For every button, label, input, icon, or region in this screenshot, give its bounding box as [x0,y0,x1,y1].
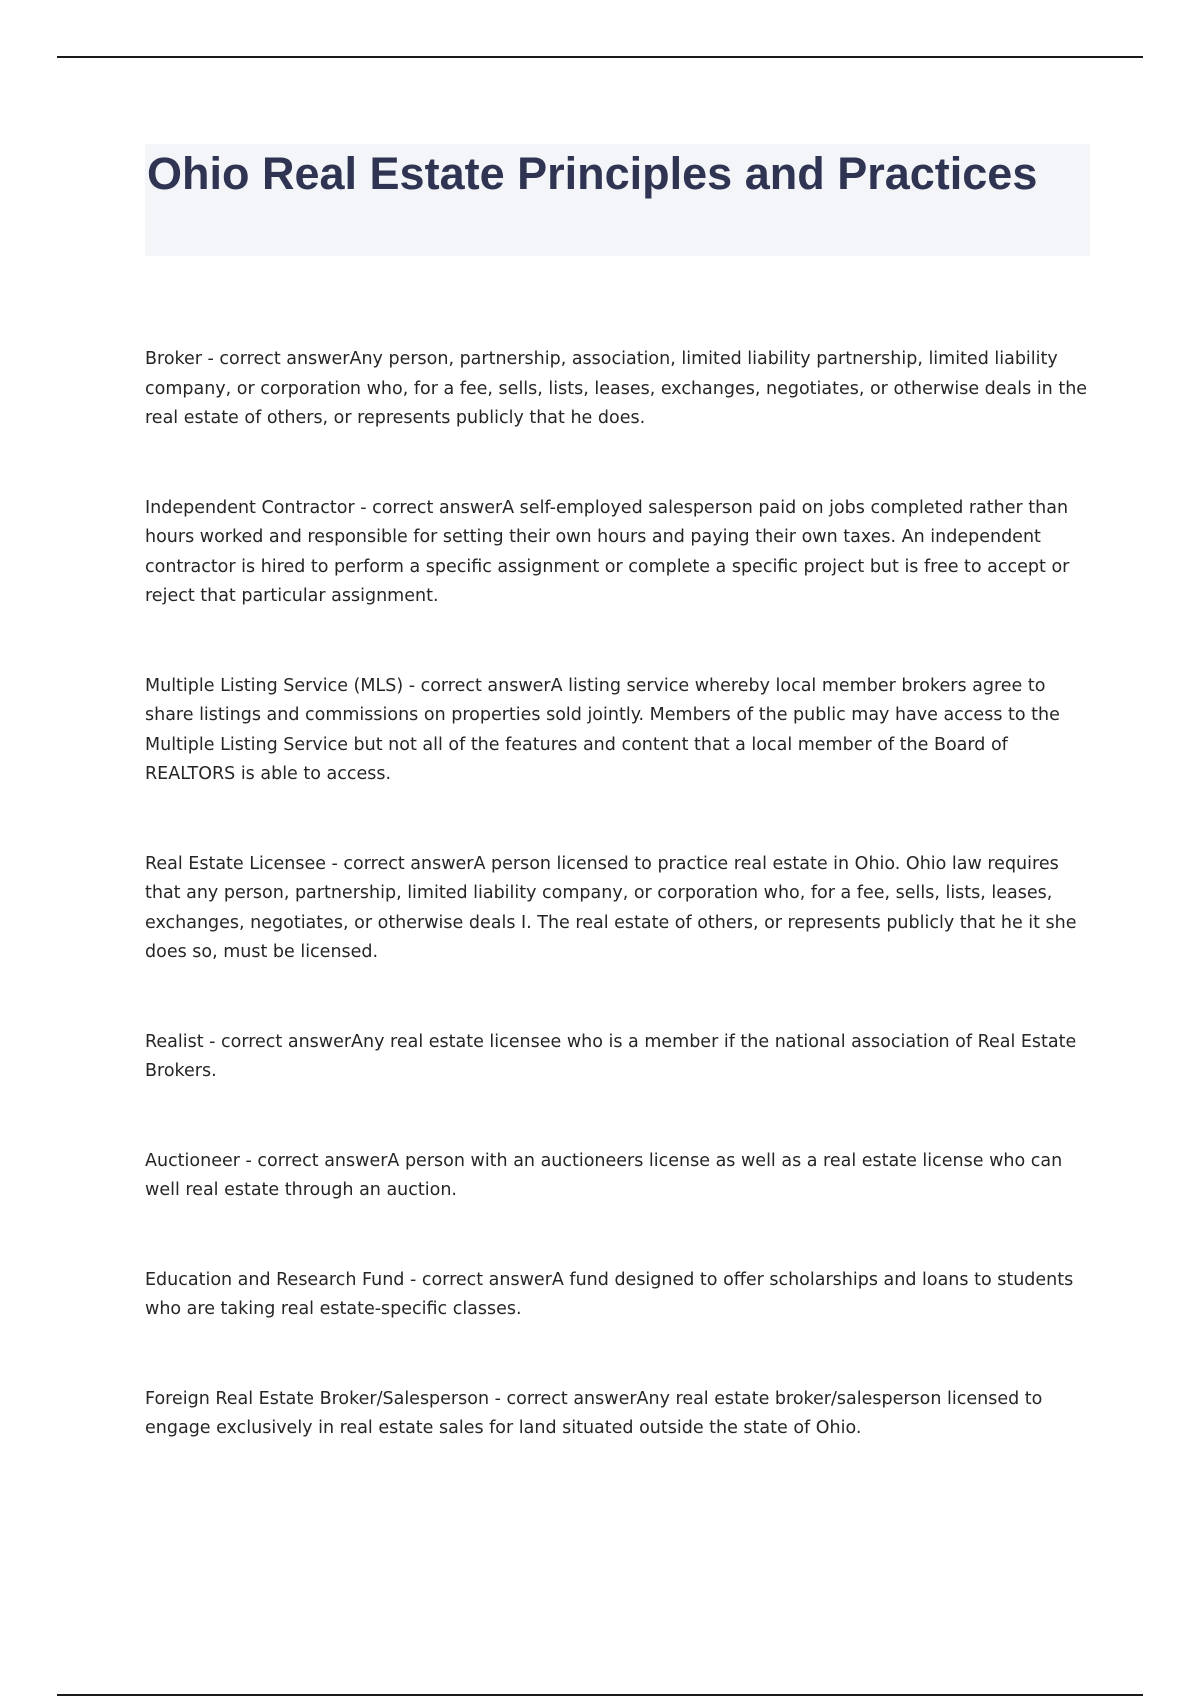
title-banner [145,144,1090,256]
header-rule [57,56,1143,58]
definition-entry: Education and Research Fund - correct answerA fund designed to offer scholarships and loans to students who are taking real estate-specific classes. [145,1269,1074,1319]
definition-list [145,345,1090,1444]
definition-entry: Independent Contractor - correct answerA self-employed salesperson paid on jobs completed rather than hours worked and responsible for setting their own hours and paying their own taxes. An independent contractor is hired to perform a specific assignment or complete a specific project but is free to accept or reject that particular assignment. [145,497,1070,606]
definition-entry: Realist - correct answerAny real estate licensee who is a member if the national association of Real Estate Brokers. [145,1031,1077,1081]
definition-entry: Broker - correct answerAny person, partnership, association, limited liability partnership, limited liability company, or corporation who, for a fee, sells, lists, leases, exchanges, negotiates, or otherwise deals in the real estate of others, or represents publicly that he does. [145,349,1088,428]
definition-entry: Multiple Listing Service (MLS) - correct answerA listing service whereby local member brokers agree to share listings and commissions on properties sold jointly. Members of the public may have access to the Multiple Listing Service but not all of the features and content that a local member of the Board of REALTORS is able to access. [145,675,1060,784]
definition-entry: Real Estate Licensee - correct answerA person licensed to practice real estate in Ohio. Ohio law requires that any person, partnership, limited liability company, or corporation who, for a fee, sells, lists, leases, exchanges, negotiates, or otherwise deals I. The real estate of others, or represents publicly that he it she does so, must be licensed. [145,853,1077,962]
footer-rule [57,1694,1143,1696]
definition-entry: Auctioneer - correct answerA person with an auctioneers license as well as a real estate license who can well real estate through an auction. [145,1150,1063,1200]
definition-entry: Foreign Real Estate Broker/Salesperson - correct answerAny real estate broker/salesperson licensed to engage exclusively in real estate sales for land situated outside the state of Ohio. [145,1388,1043,1438]
page-title: Ohio Real Estate Principles and Practices [147,148,1038,199]
